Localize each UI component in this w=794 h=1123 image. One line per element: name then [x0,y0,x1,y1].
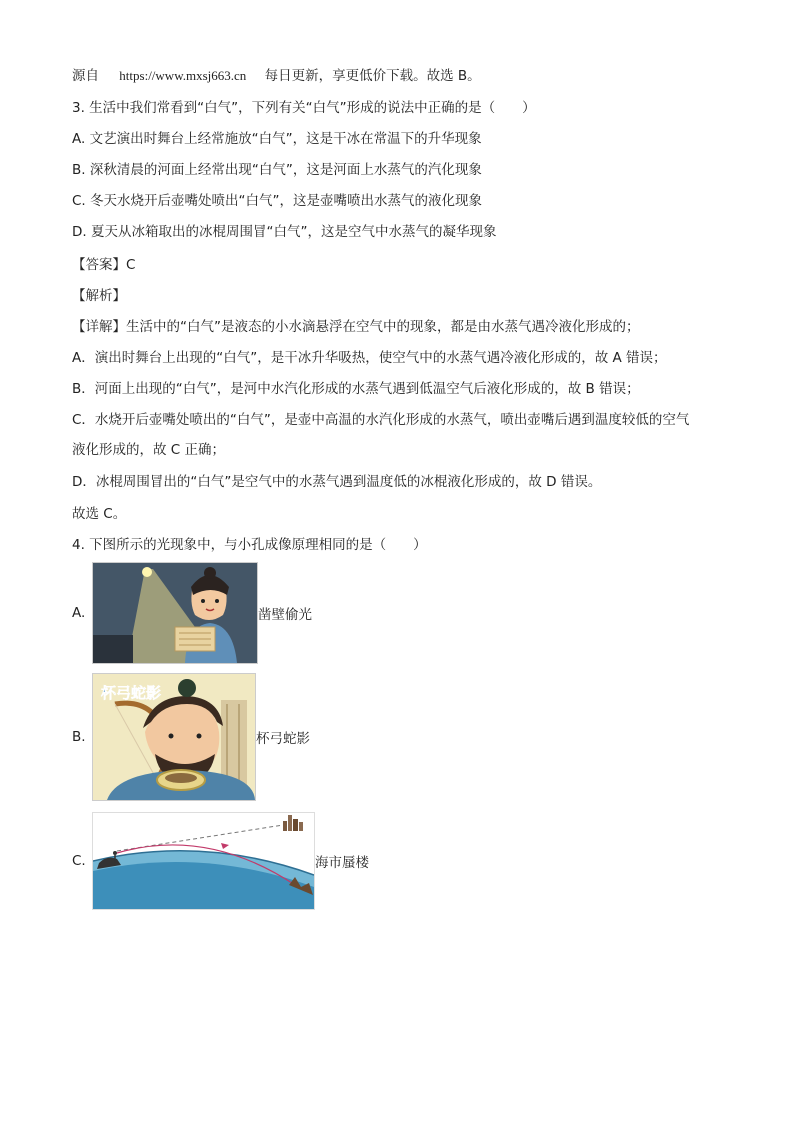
q3-detail-5: D．冰棍周围冒出的“白气”是空气中的水蒸气遇到温度低的冰棍液化形成的，故 D 错误。 [72,474,602,490]
option-b-image-title: 杯弓蛇影 [101,684,162,702]
option-c-image [92,812,315,910]
q3-stem: 3. 生活中我们常看到“白气”，下列有关“白气”形成的说法中正确的是（ ） [72,100,536,116]
option-b-image [92,673,256,801]
q3-detail-3: C．水烧开后壶嘴处喷出的“白气”，是壶中高温的水汽化形成的水蒸气，喷出壶嘴后遇到温度较低的空气 [72,412,690,428]
option-a-image [92,562,258,664]
q3-detail-0: 【详解】生活中的“白气”是液态的小水滴悬浮在空气中的现象，都是由水蒸气遇冷液化形成的； [72,319,640,335]
q3-option-c: C. 冬天水烧开后壶嘴处喷出“白气”，这是壶嘴喷出水蒸气的液化现象 [72,193,482,209]
option-letter: A. [72,605,86,621]
q3-detail-1: A．演出时舞台上出现的“白气”，是干冰升华吸热，使空气中的水蒸气遇冷液化形成的，故 A 错误； [72,350,667,366]
source-prefix: 源自 [72,68,99,84]
q3-option-d: D. 夏天从冰箱取出的冰棍周围冒“白气”，这是空气中水蒸气的凝华现象 [72,224,497,240]
source-url-link[interactable]: https://www.mxsj663.cn [119,68,247,83]
source-line [72,66,481,86]
q4-option-b [72,673,310,801]
q3-detail-6: 故选 C。 [72,506,127,522]
q3-answer [72,255,135,275]
answer-tag: 【答案】 [72,257,126,273]
option-letter: C. [72,853,86,869]
q3-detail-4: 液化形成的，故 C 正确； [72,442,226,458]
q4-option-a [72,562,312,664]
option-letter: B. [72,729,86,745]
option-b-caption: 杯弓蛇影 [256,731,310,747]
q3-analysis-tag: 【解析】 [72,288,126,304]
answer-value: C [126,257,136,273]
source-tail: 每日更新，享更低价下载。故选 B。 [264,68,481,84]
q4-option-c [72,812,369,910]
option-a-caption: 凿壁偷光 [258,607,312,623]
q3-option-a: A. 文艺演出时舞台上经常施放“白气”，这是干冰在常温下的升华现象 [72,131,482,147]
q4-stem: 4. 下图所示的光现象中，与小孔成像原理相同的是（ ） [72,537,427,553]
q3-option-b: B. 深秋清晨的河面上经常出现“白气”，这是河面上水蒸气的汽化现象 [72,162,482,178]
option-c-caption: 海市蜃楼 [315,855,369,871]
q3-detail-2: B．河面上出现的“白气”，是河中水汽化形成的水蒸气遇到低温空气后液化形成的，故 B 错误； [72,381,640,397]
